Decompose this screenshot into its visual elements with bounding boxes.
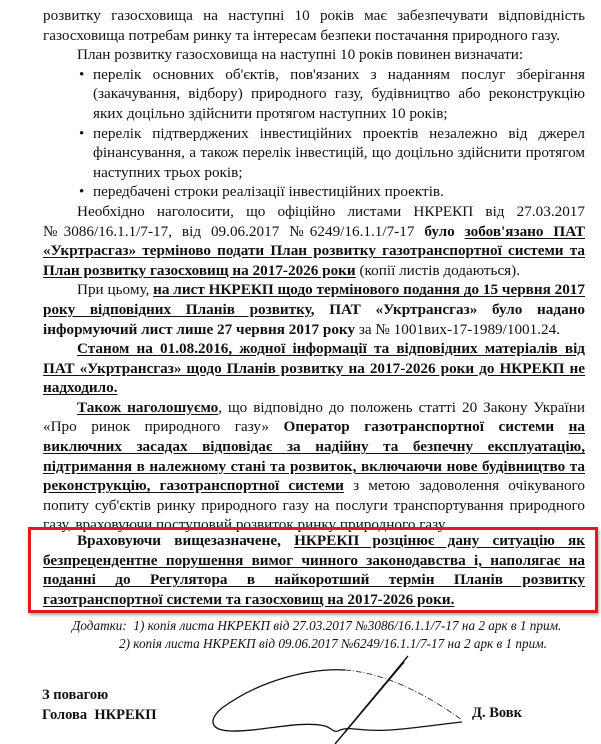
- text-run: з метою задоволення очікуваного попиту суб'єктів ринку природного газу на послуги транспортування природного газу, враховуючи поступовий розвиток ринку природного газу.: [43, 477, 585, 534]
- paragraph-official-letters: [43, 202, 585, 280]
- list-item: • перелік підтверджених інвестиційних проектів незалежно від джерел фінансування, а також перелік інвестицій, що доцільно здійснити протягом наступних трьох років;: [43, 124, 585, 183]
- text-run-bold-underlined: зобов'язано ПАТ «Укртрасгаз» терміново подати План розвитку газотранспортної системи та План розвитку газосховищ на 2017-2026 роки: [43, 222, 585, 279]
- text-run-bold-underlined: на лист НКРЕКП щодо термінового подання до 15 червня 2017 року відповідних Планів розвитку: [43, 281, 585, 318]
- attachment-item: 2) копія листа НКРЕКП від 09.06.2017 №6249/16.1.1/7-17 на 2 арк в 1 прим.: [119, 636, 547, 651]
- text-run-bold: , ПАТ «Укртрансгаз» було надано інформуючий лист лише 27 червня 2017 року: [43, 300, 586, 338]
- signature-block: [42, 685, 156, 725]
- list-item: • перелік основних об'єктів, пов'язаних з наданням послуг зберігання (закачування, відбору) природного газу, будівництво або реконструкцію яких доцільно здійснити протягом наступних 10 років;: [43, 65, 585, 124]
- closing: З повагою: [42, 687, 109, 703]
- attachments-label: Додатки:: [72, 618, 127, 633]
- letter-body: [43, 6, 585, 535]
- list-item: • передбачені строки реалізації інвестиційних проектів.: [43, 182, 585, 202]
- highlighted-conclusion: [43, 531, 585, 609]
- text-run-bold-underlined: Станом на 01.08.2016, жодної інформації та відповідних матеріалів від ПАТ «Укртрансгаз» щодо Планів розвитку на 2017-2026 роки до НКРЕКП не надходило.: [43, 340, 585, 397]
- text-run-bold-underlined: Також наголошуємо: [77, 398, 219, 416]
- text-run-bold: Оператор газотранспортної системи: [283, 418, 569, 436]
- text-run: за № 1001вих-17-1989/1001.24.: [355, 320, 561, 338]
- paragraph-response-letter: [43, 280, 585, 339]
- text-run-bold-underlined: НКРЕКП розцінює дану ситуацію як безпрецендентне порушення вимог чинного законодавства і, наполягає на поданні до Регулятора в найкоротший термін Планів розвитку газотранспортної системи та газосховищ на 2017-2026 роки.: [43, 532, 585, 608]
- attachment-item: 1) копія листа НКРЕКП від 27.03.2017 №3086/16.1.1/7-17 на 2 арк в 1 прим.: [133, 618, 562, 633]
- paragraph-status: [43, 339, 585, 398]
- text-run-bold-underlined: на виключних засадах відповідає за надійну та безпечну експлуатацію, підтримання в належному стані та розвиток, включаючи нове будівництво та реконструкцію, газотранспортної системи: [43, 418, 585, 495]
- signer-position: Голова НКРЕКП: [42, 707, 157, 723]
- text-run: , що відповідно до положень статті 20 Закону України «Про ринок природного газу»: [43, 398, 585, 436]
- signer-name: Д. Вовк: [472, 705, 522, 721]
- requirements-list: [43, 65, 585, 202]
- text-run-bold: було: [424, 222, 465, 240]
- paragraph-plan-requirements: План розвитку газосховища на наступні 10 років повинен визначати:: [77, 46, 524, 64]
- text-run: Необхідно наголосити, що офіційно листами НКРЕКП від 27.03.2017 №3086/16.1.1/7-17, від 09.06.2017 №6249/16.1.1/7-17: [43, 202, 585, 240]
- paragraph-gas-storage-development: розвитку газосховища на наступні 10 років має забезпечувати відповідність газосховища потребам ринку та інтересам безпеки постачання природного газу.: [43, 7, 585, 44]
- paragraph-law-reference: [43, 398, 585, 535]
- handwritten-signature-icon: [200, 650, 480, 744]
- text-run-bold: Враховуючи вищезазначене,: [77, 532, 295, 549]
- attachments-line-1: [72, 617, 561, 635]
- text-run: При цьому,: [77, 281, 154, 299]
- text-run: (копії листів додаються).: [355, 261, 521, 279]
